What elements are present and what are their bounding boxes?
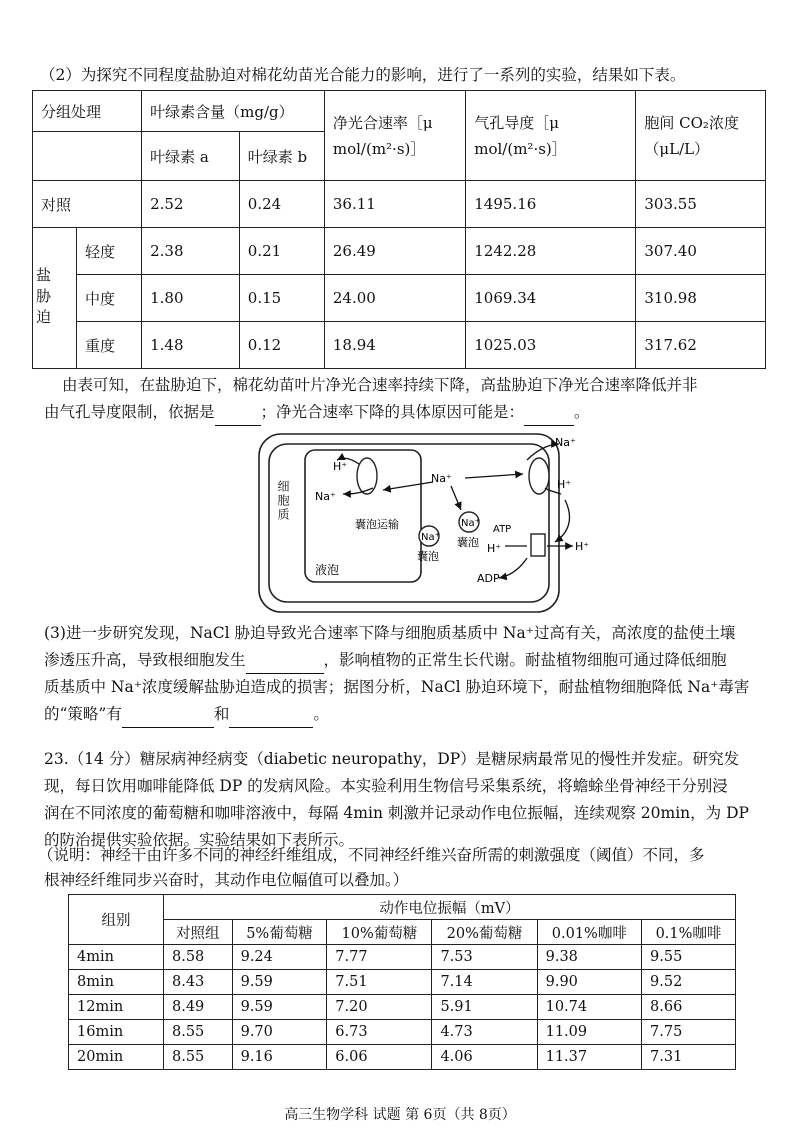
header-stomatal-conductance: 气孔导度［μ mol/(m²·s)］ <box>466 91 636 181</box>
cell: 0.15 <box>239 275 324 322</box>
cell: 8.43 <box>164 970 233 995</box>
label-na-center: Na⁺ <box>431 472 452 485</box>
cell: 7.77 <box>327 945 432 970</box>
q3-line3: 质基质中 Na⁺浓度缓解盐胁迫造成的损害；据图分析，NaCl 胁迫环境下，耐盐植物细胞降低 Na⁺毒害 <box>44 678 750 696</box>
cell: 7.75 <box>642 1020 736 1045</box>
vacuole-transporter <box>357 458 377 494</box>
atp-pump <box>531 534 545 556</box>
cell: 310.98 <box>636 275 766 322</box>
row-label: 20min <box>69 1045 164 1070</box>
cell: 9.59 <box>232 995 327 1020</box>
header-amplitude: 动作电位振幅（mV） <box>164 895 736 920</box>
cell: 8.55 <box>164 1020 233 1045</box>
header-group: 组别 <box>69 895 164 945</box>
label-na-vesicle2: Na⁺ <box>461 518 480 529</box>
col-header: 20%葡萄糖 <box>432 920 537 945</box>
cell: 24.00 <box>324 275 465 322</box>
cell: 6.06 <box>327 1045 432 1070</box>
cell-membrane <box>269 444 549 602</box>
photosynthesis-table <box>32 90 766 369</box>
q3-line1: (3)进一步研究发现，NaCl 胁迫导致光合速率下降与细胞质基质中 Na⁺过高有关，高浓度的盐使土壤 <box>44 624 736 642</box>
cell: 9.16 <box>232 1045 327 1070</box>
label-h-in: H⁺ <box>487 542 502 555</box>
cell: 307.40 <box>636 228 766 275</box>
cell: 26.49 <box>324 228 465 275</box>
header-chlorophyll-a: 叶绿素 a <box>142 132 240 181</box>
row-label: 16min <box>69 1020 164 1045</box>
col-header: 10%葡萄糖 <box>327 920 432 945</box>
q23-line3: 润在不同浓度的葡萄糖和咖啡溶液中，每隔 4min 刺激并记录动作电位振幅，连续观察 20min，为 DP <box>44 804 749 822</box>
cell: 6.73 <box>327 1020 432 1045</box>
row-label: 4min <box>69 945 164 970</box>
table-row <box>33 181 766 228</box>
cell: 1242.28 <box>466 228 636 275</box>
header-chlorophyll: 叶绿素含量（mg/g） <box>142 91 325 132</box>
q23-line2: 现，每日饮用咖啡能降低 DP 的发病风险。本实验利用生物信号采集系统，将蟾蜍坐骨神经干分别浸 <box>44 777 728 795</box>
cell: 7.31 <box>642 1045 736 1070</box>
cell: 8.49 <box>164 995 233 1020</box>
cell: 7.20 <box>327 995 432 1020</box>
table-row <box>33 275 766 322</box>
cell: 8.58 <box>164 945 233 970</box>
answer-blank[interactable] <box>215 407 261 426</box>
q23-note1: （说明：神经干由许多不同的神经纤维组成，不同神经纤维兴奋所需的刺激强度（阈值）不同，多 <box>38 846 705 864</box>
label-na-vesicle1: Na⁺ <box>421 532 440 543</box>
q23-line1: 23.（14 分）糖尿病神经病变（diabetic neuropathy，DP）是糖尿病最常见的慢性并发症。研究发 <box>44 750 740 768</box>
cell: 9.24 <box>232 945 327 970</box>
cell: 5.91 <box>432 995 537 1020</box>
q23-line4: 的防治提供实验依据。实验结果如下表所示。 <box>44 831 355 849</box>
col-header: 0.1%咖啡 <box>642 920 736 945</box>
q2-text-line2: 由气孔导度限制，依据是 ；净光合速率下降的具体原因可能是： 。 <box>44 399 764 426</box>
row-label: 中度 <box>77 275 142 322</box>
label-vesicle-transport: 囊泡运输 <box>355 518 399 531</box>
table-row <box>69 1045 736 1070</box>
cell: 11.37 <box>537 1045 641 1070</box>
cell: 36.11 <box>324 181 465 228</box>
plant-cell-diagram <box>255 430 590 616</box>
cell: 8.55 <box>164 1045 233 1070</box>
q23-note2: 根神经纤维同步兴奋时，其动作电位幅值可以叠加。） <box>44 871 409 889</box>
label-cytoplasm: 细胞质 <box>276 480 290 522</box>
cell: 9.38 <box>537 945 641 970</box>
col-header: 对照组 <box>164 920 233 945</box>
page-footer: 高三生物学科 试题 第 6页（共 8页） <box>284 1107 516 1123</box>
label-h-out: H⁺ <box>557 478 572 491</box>
cell: 9.52 <box>642 970 736 995</box>
label-vesicle2: 囊泡 <box>457 536 479 549</box>
header-group: 分组处理 <box>33 91 142 132</box>
label-na-out: Na⁺ <box>555 436 576 449</box>
header-net-photosynthesis: 净光合速率［μ mol/(m²·s)］ <box>324 91 465 181</box>
cell: 1495.16 <box>466 181 636 228</box>
row-label: 对照 <box>33 181 142 228</box>
cell: 1069.34 <box>466 275 636 322</box>
q3-line4: 的“策略”有 和 。 <box>44 701 764 728</box>
cell: 10.74 <box>537 995 641 1020</box>
cell: 18.94 <box>324 322 465 369</box>
cell: 0.12 <box>239 322 324 369</box>
cell: 7.53 <box>432 945 537 970</box>
answer-blank[interactable] <box>246 655 324 674</box>
cell: 9.90 <box>537 970 641 995</box>
row-label: 12min <box>69 995 164 1020</box>
row-label: 轻度 <box>77 228 142 275</box>
cell: 7.51 <box>327 970 432 995</box>
cell: 1.48 <box>142 322 240 369</box>
cell: 7.14 <box>432 970 537 995</box>
label-vacuole: 液泡 <box>315 563 340 577</box>
label-h-pump-out: H⁺ <box>575 540 590 553</box>
col-header: 0.01%咖啡 <box>537 920 641 945</box>
label-atp: ATP <box>493 524 512 535</box>
cell: 9.55 <box>642 945 736 970</box>
answer-blank[interactable] <box>122 709 214 728</box>
salt-stress-label: 盐胁迫 <box>33 228 77 369</box>
cell: 0.24 <box>239 181 324 228</box>
cell: 2.52 <box>142 181 240 228</box>
answer-blank[interactable] <box>229 709 313 728</box>
cell: 8.66 <box>642 995 736 1020</box>
cell: 2.38 <box>142 228 240 275</box>
label-adp: ADP <box>477 572 500 585</box>
header-empty <box>33 132 142 181</box>
action-potential-table <box>68 894 736 1070</box>
table-row <box>69 1020 736 1045</box>
cell: 9.70 <box>232 1020 327 1045</box>
cell: 303.55 <box>636 181 766 228</box>
cell: 4.06 <box>432 1045 537 1070</box>
cell: 9.59 <box>232 970 327 995</box>
q3-line2: 渗透压升高，导致根细胞发生 ，影响植物的正常生长代谢。耐盐植物细胞可通过降低细胞 <box>44 647 764 674</box>
table-row <box>33 322 766 369</box>
table-row <box>69 970 736 995</box>
col-header: 5%葡萄糖 <box>232 920 327 945</box>
cell-wall <box>259 434 559 612</box>
table-row <box>69 995 736 1020</box>
answer-blank[interactable] <box>524 407 574 426</box>
table-row <box>33 228 766 275</box>
cell: 4.73 <box>432 1020 537 1045</box>
header-intercellular-co2: 胞间 CO₂浓度（μL/L） <box>636 91 766 181</box>
q2-intro: （2）为探究不同程度盐胁迫对棉花幼苗光合能力的影响，进行了一系列的实验，结果如下表。 <box>40 66 686 84</box>
label-h-vacuole: H⁺ <box>333 460 348 473</box>
label-na-vacuole: Na⁺ <box>315 490 336 503</box>
row-label: 8min <box>69 970 164 995</box>
q2-text-line1: 由表可知，在盐胁迫下，棉花幼苗叶片净光合速率持续下降，高盐胁迫下净光合速率降低并非 <box>62 376 698 394</box>
cell: 1025.03 <box>466 322 636 369</box>
label-vesicle1: 囊泡 <box>417 550 439 563</box>
table-row <box>69 945 736 970</box>
cell: 1.80 <box>142 275 240 322</box>
cell: 317.62 <box>636 322 766 369</box>
cell: 11.09 <box>537 1020 641 1045</box>
header-chlorophyll-b: 叶绿素 b <box>239 132 324 181</box>
row-label: 重度 <box>77 322 142 369</box>
cell: 0.21 <box>239 228 324 275</box>
